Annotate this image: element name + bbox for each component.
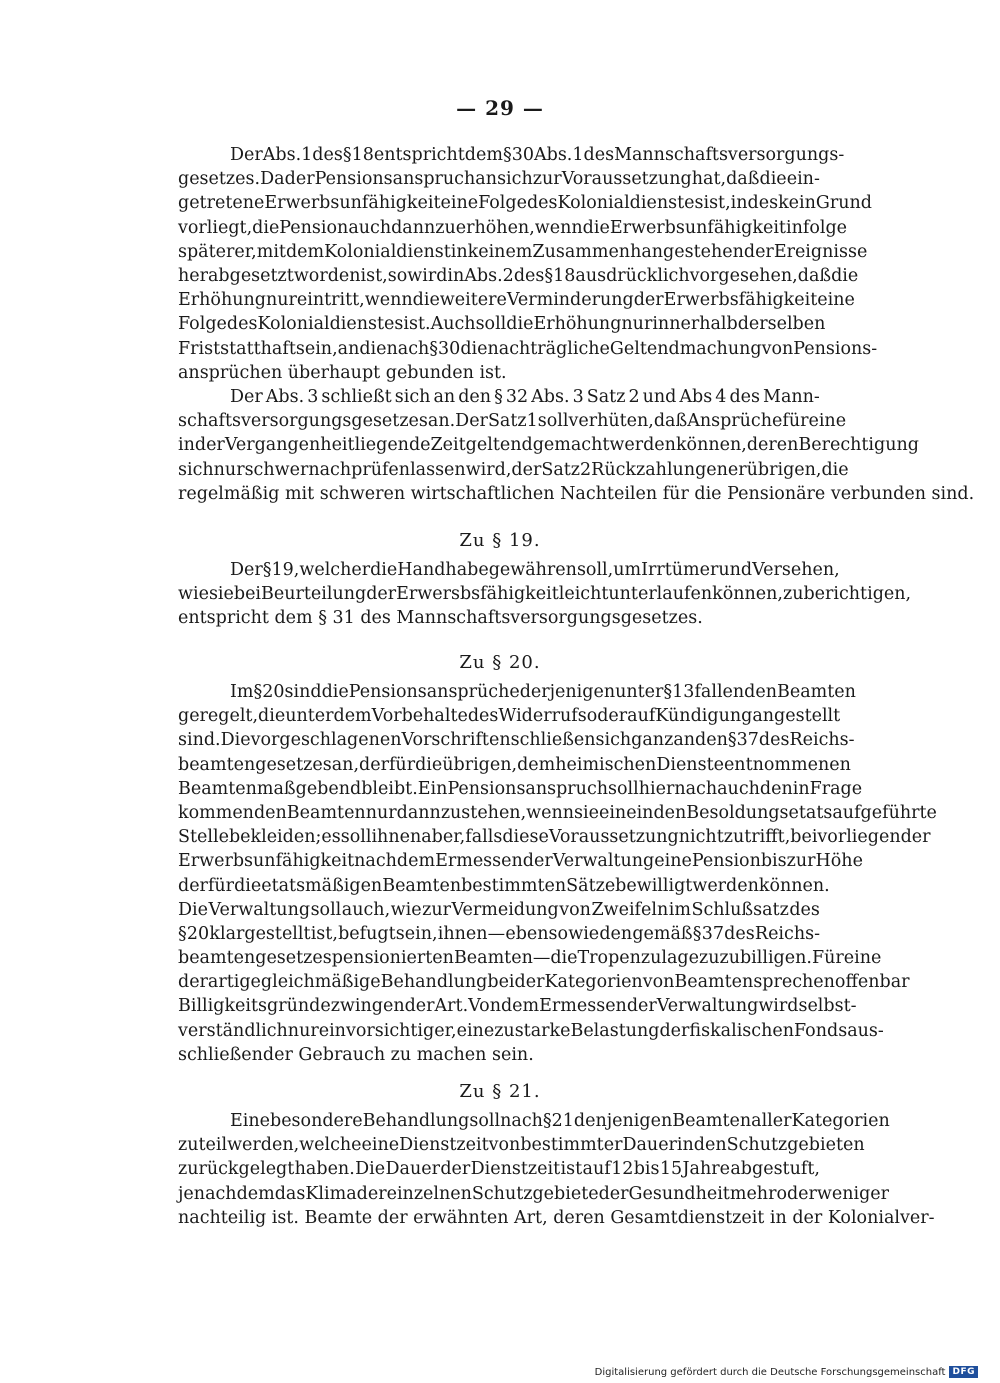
text-line <box>178 1206 935 1230</box>
line-text: schließender Gebrauch zu machen sein. <box>178 1044 534 1065</box>
text-line: verständlich nur ein vorsichtiger, eine zu starke Belastung der fiskalischen Fonds aus- <box>178 1020 884 1041</box>
text-line: sich nur schwer nachprüfen lassen wird, der Satz 2 Rückzahlungen erübrigen, die <box>178 459 849 480</box>
text-line: je nachdem das Klima der einzelnen Schutzgebiete der Gesundheit mehr oder weniger <box>178 1183 890 1204</box>
text-line: Beamten maßgebend bleibt. Ein Pensionsanspruch soll hiernach auch den in Frage <box>178 778 863 799</box>
footer-text: Digitalisierung gefördert durch die Deutsche Forschungsgemeinschaft <box>594 1366 946 1378</box>
footer <box>595 1366 978 1378</box>
text-line <box>178 361 820 385</box>
section-heading-19: Zu § 19. <box>459 530 541 551</box>
text-line: zuteil werden, welche eine Dienstzeit von bestimmter Dauer in den Schutzgebieten <box>178 1135 865 1156</box>
text-line: schaftsversorgungsgesetzes an. Der Satz 1 soll verhüten, daß Ansprüche für eine <box>178 411 847 432</box>
text-line: Der Abs. 3 schließt sich an den § 32 Abs. 3 Satz 2 und Abs 4 des Mann- <box>230 387 820 407</box>
section-heading-21: Zu § 21. <box>459 1081 541 1102</box>
text-line: Erhöhung nur eintritt, wenn die weitere Verminderung der Erwerbsfähigkeit eine <box>178 290 855 311</box>
text-line: in der Vergangenheit liegende Zeit geltend gemacht werden können, deren Berechtigung <box>178 435 919 456</box>
page-number: — 29 — <box>456 96 544 120</box>
text-line: Eine besondere Behandlung soll nach § 21 denjenigen Beamten aller Kategorien <box>230 1111 890 1131</box>
line-text: nachteilig ist. Beamte der erwähnten Art, deren Gesamtdienstzeit in der Kolonialver- <box>178 1207 935 1228</box>
text-line: Im § 20 sind die Pensionsansprüche derjenigen unter § 13 fallenden Beamten <box>230 682 856 702</box>
text-line: Erwerbsunfähigkeit nach dem Ermessen der Verwaltung eine Pension bis zur Höhe <box>178 851 863 872</box>
text-line: wie sie bei Beurteilung der Erwersbsfähigkeit leicht unterlaufen können, zu berichtigen, <box>178 584 912 605</box>
text-line: späterer, mit dem Kolonialdienst in keinem Zusammenhange stehender Ereignisse <box>178 241 868 262</box>
dfg-logo: DFG <box>949 1366 978 1378</box>
line-text: entspricht dem § 31 des Mannschaftsversorgungsgesetzes. <box>178 608 703 629</box>
text-line: Billigkeitsgründe zwingender Art. Von dem Ermessen der Verwaltung wird selbst- <box>178 996 857 1017</box>
paragraph <box>178 680 937 1067</box>
text-line: Folge des Kolonialdienstes ist. Auch soll die Erhöhung nur innerhalb derselben <box>178 314 826 335</box>
text-line: vorliegt, die Pension auch dann zu erhöhen, wenn die Erwerbsunfähigkeit infolge <box>178 217 848 238</box>
text-line: derartige gleichmäßige Behandlung beider Kategorien von Beamten sprechen offenbar <box>178 972 910 993</box>
text-line: beamtengesetzes an, der für die übrigen, dem heimischen Dienste entnommenen <box>178 754 851 775</box>
text-line: gesetzes. Da der Pensionsanspruch an sich zur Voraussetzung hat, daß die ein- <box>178 169 820 190</box>
paragraph <box>178 385 975 506</box>
text-line: § 20 klargestellt ist, befugt sein, ihnen — ebenso wie den gemäß § 37 des Reichs- <box>178 923 820 944</box>
text-line: sind. Die vorgeschlagenen Vorschriften schließen sich ganz an den § 37 des Reichs- <box>178 730 855 751</box>
text-line: Der Abs. 1 des § 18 entspricht dem § 30 Abs. 1 des Mannschaftsversorgungs- <box>230 145 845 165</box>
paragraph <box>178 143 878 385</box>
text-line: kommenden Beamten nur dann zustehen, wenn sie eine in den Besoldungsetats aufgeführte <box>178 802 937 823</box>
paragraph <box>178 558 912 631</box>
text-line: beamtengesetzes pensionierten Beamten — die Tropenzulage zuzubilligen. Für eine <box>178 948 882 969</box>
text-line: der für die etatsmäßigen Beamten bestimmten Sätze bewilligt werden können. <box>178 875 830 896</box>
text-line: herabgesetzt worden ist, so wird in Abs. 2 des § 18 ausdrücklich vorgesehen, daß die <box>178 265 859 286</box>
text-line: Der § 19, welcher die Handhabe gewähren soll, um Irrtümer und Versehen, <box>230 560 840 580</box>
text-line: getretene Erwerbsunfähigkeit eine Folge des Kolonialdienstes ist, indes kein Grund <box>178 193 873 214</box>
text-line: geregelt, die unter dem Vorbehalte des Widerrufs oder auf Kündigung angestellt <box>178 706 841 727</box>
text-line <box>178 606 820 630</box>
text-line <box>178 1043 820 1067</box>
text-line: Frist statthaft sein, an die nach § 30 die nachträgliche Geltendmachung von Pensions- <box>178 338 878 359</box>
text-line: zurückgelegt haben. Die Dauer der Dienstzeit ist auf 12 bis 15 Jahre abgestuft, <box>178 1159 820 1180</box>
text-line: Stelle bekleiden; es soll ihnen aber, falls diese Voraussetzung nicht zutrifft, bei vorliegender <box>178 827 931 848</box>
line-text: ansprüchen überhaupt gebunden ist. <box>178 362 507 383</box>
paragraph <box>178 1109 935 1230</box>
line-text: regelmäßig mit schweren wirtschaftlichen Nachteilen für die Pensionäre verbunden sind. <box>178 483 975 504</box>
text-line: Die Verwaltung soll auch, wie zur Vermeidung von Zweifeln im Schlußsatz des <box>178 899 820 920</box>
section-heading-20: Zu § 20. <box>459 652 541 673</box>
text-line <box>178 482 975 506</box>
